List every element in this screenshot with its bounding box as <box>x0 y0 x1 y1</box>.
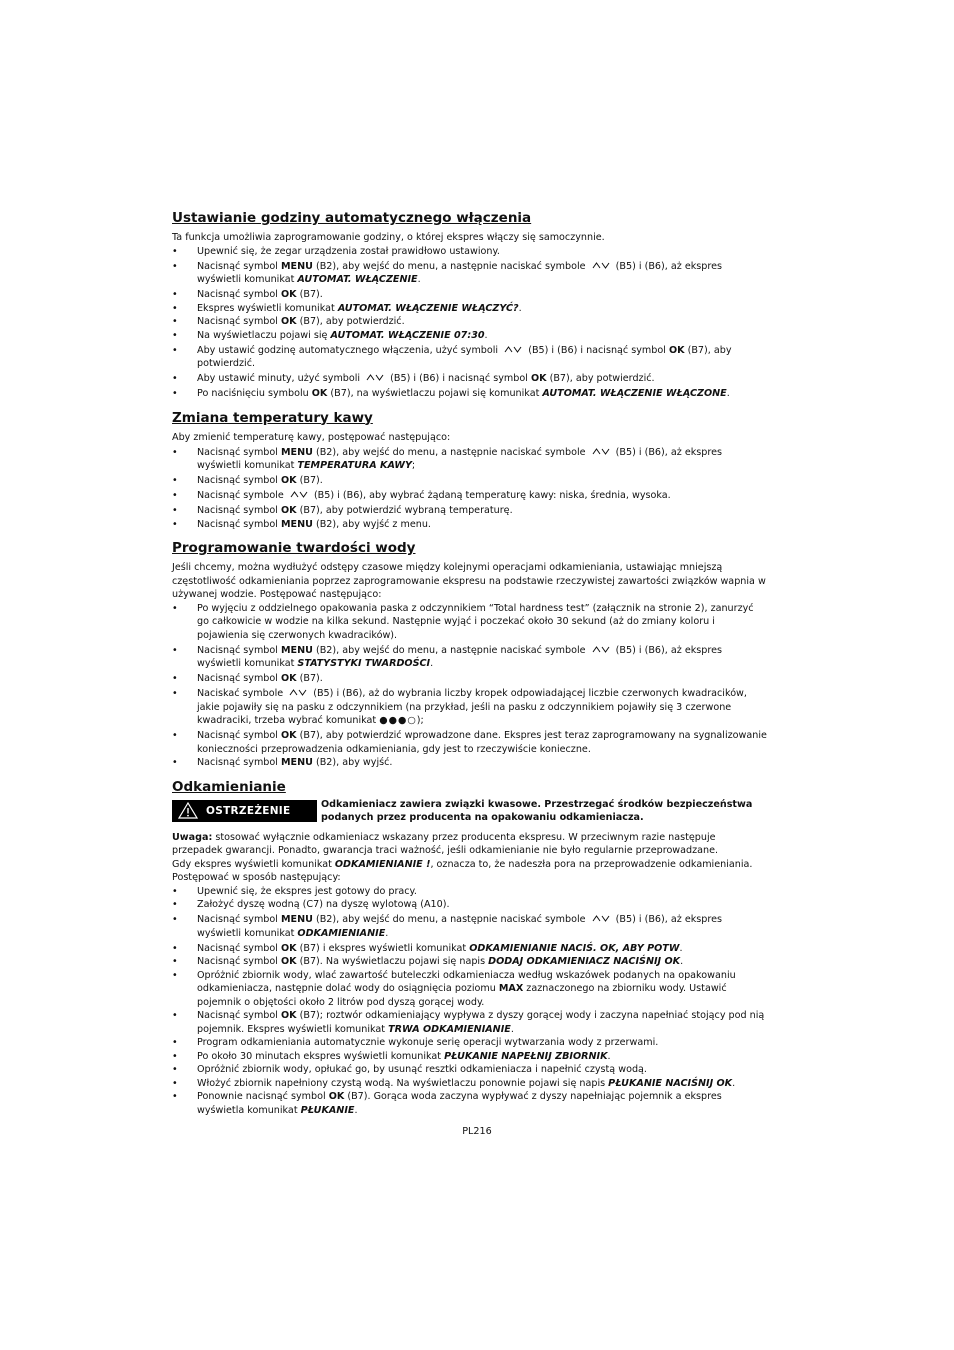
warning-label: OSTRZEŻENIE <box>206 804 291 817</box>
list-item: • Opróżnić zbiornik wody, opłukać go, by usunąć resztki odkamieniacza i napełnić czystą wodą. <box>172 1063 768 1077</box>
list-item: • Nacisnąć symbol MENU (B2), aby wyjść. <box>172 756 768 770</box>
list-item: • Nacisnąć symbol MENU (B2), aby wejść do menu, a następnie naciskać symbole (B5) i (B6), aż ekspres wyświetli komunikat STATYSTYKI TWARDOŚCI. <box>172 644 768 671</box>
list-item: • Nacisnąć symbol OK (B7). <box>172 288 768 302</box>
section-descaling <box>172 779 768 1118</box>
list-item: • Nacisnąć symbol OK (B7). Na wyświetlaczu pojawi się napis DODAJ ODKAMIENIACZ NACIŚNIJ OK. <box>172 955 768 969</box>
step-list <box>172 245 768 401</box>
list-item: • Opróżnić zbiornik wody, wlać zawartość buteleczki odkamieniacza według wskazówek podanych na opakowaniu odkamieniacza, następnie dolać wody do osiągnięcia poziomu MAX zaznaczonego na zbiorniku wody. Ustawić pojemnik o objętości około 2 litrów pod dyszą gorącej wody. <box>172 969 768 1010</box>
step-list <box>172 446 768 532</box>
warning-block <box>172 800 768 825</box>
list-item: • Program odkamieniania automatycznie wykonuje serię operacji wytwarzania wody z przerwami. <box>172 1036 768 1050</box>
list-item: • Naciskać symbole (B5) i (B6), aż do wybrania liczby kropek odpowiadającej liczbie czerwonych kwadracików, jakie pojawiły się na pasku z odczynnikiem (na przykład, jeśli na pasku z odczynnikiem pojawiły się 3 czerwone kwadraciki, trzeba wybrać komunikat ●●●○); <box>172 687 768 728</box>
list-item: • Nacisnąć symbol OK (B7) i ekspres wyświetli komunikat ODKAMIENIANIE NACIŚ. OK, ABY POTW. <box>172 942 768 956</box>
up-down-arrows-icon <box>366 373 384 382</box>
up-down-arrows-icon <box>592 261 610 270</box>
list-item: • Nacisnąć symbol MENU (B2), aby wejść do menu, a następnie naciskać symbole (B5) i (B6), aż ekspres wyświetli komunikat ODKAMIENIANIE. <box>172 913 768 940</box>
step-list <box>172 602 768 770</box>
up-down-arrows-icon <box>504 345 522 354</box>
list-item: • Po około 30 minutach ekspres wyświetli komunikat PŁUKANIE NAPEŁNIJ ZBIORNIK. <box>172 1050 768 1064</box>
hardness-dots: ●●●○ <box>379 715 417 726</box>
list-item: • Nacisnąć symbol OK (B7), aby potwierdzić wybraną temperaturę. <box>172 504 768 518</box>
up-down-arrows-icon <box>592 645 610 654</box>
warning-badge <box>172 800 317 822</box>
up-down-arrows-icon <box>289 688 307 697</box>
section-title: Programowanie twardości wody <box>172 540 416 556</box>
section-title: Ustawianie godziny automatycznego włączenia <box>172 210 532 226</box>
list-item: • Aby ustawić minuty, użyć symboli (B5) i (B6) i nacisnąć symbol OK (B7), aby potwierdzić. <box>172 372 768 386</box>
list-item: • Nacisnąć symbol OK (B7), aby potwierdzić. <box>172 315 768 329</box>
list-item: • Ekspres wyświetli komunikat AUTOMAT. WŁĄCZENIE WŁĄCZYĆ?. <box>172 302 768 316</box>
body-text: Postępować w sposób następujący: <box>172 872 341 883</box>
section-auto-on <box>172 210 768 401</box>
up-down-arrows-icon <box>592 447 610 456</box>
list-item: • Nacisnąć symbol MENU (B2), aby wyjść z menu. <box>172 518 768 532</box>
list-item: • Nacisnąć symbole (B5) i (B6), aby wybrać żądaną temperaturę kawy: niska, średnia, wysoka. <box>172 489 768 503</box>
up-down-arrows-icon <box>592 914 610 923</box>
list-item: • Po wyjęciu z oddzielnego opakowania paska z odczynnikiem “Total hardness test” (załącznik na stronie 2), zanurzyć go całkowicie w wodzie na kilka sekund. Następnie wyjąć i poczekać około 30 sekund (aż do zmiany koloru i pojawienia się czerwonych kwadracików). <box>172 602 768 643</box>
section-water-hardness <box>172 540 768 770</box>
list-item: • Upewnić się, że zegar urządzenia został prawidłowo ustawiony. <box>172 245 768 259</box>
page-number: PL216 <box>462 1126 492 1137</box>
section-coffee-temperature <box>172 410 768 532</box>
list-item: • Włożyć zbiornik napełniony czystą wodą. Na wyświetlaczu ponownie pojawi się napis PŁUKANIE NACIŚNIJ OK. <box>172 1077 768 1091</box>
warning-text: Odkamieniacz zawiera związki kwasowe. Przestrzegać środków bezpieczeństwa podanych przez producenta na opakowaniu odkamieniacza. <box>321 798 753 823</box>
list-item: • Nacisnąć symbol MENU (B2), aby wejść do menu, a następnie naciskać symbole (B5) i (B6), aż ekspres wyświetli komunikat TEMPERATURA KAWY; <box>172 446 768 473</box>
list-item: • Nacisnąć symbol OK (B7). <box>172 672 768 686</box>
warning-triangle-icon <box>178 802 198 819</box>
list-item: • Po naciśnięciu symbolu OK (B7), na wyświetlaczu pojawi się komunikat AUTOMAT. WŁĄCZENIE WŁĄCZONE. <box>172 387 768 401</box>
note-text: Uwaga: stosować wyłącznie odkamieniacz wskazany przez producenta ekspresu. W przeciwnym razie następuje przepadek gwarancji. Ponadto, gwarancja traci ważność, jeśli odkamienianie nie było regularnie przeprowadzane. <box>172 831 719 856</box>
step-list <box>172 885 768 1118</box>
list-item: • Na wyświetlaczu pojawi się AUTOMAT. WŁĄCZENIE 07:30. <box>172 329 768 343</box>
section-title: Odkamienianie <box>172 778 286 795</box>
list-item: • Upewnić się, że ekspres jest gotowy do pracy. <box>172 885 768 899</box>
section-title: Zmiana temperatury kawy <box>172 409 373 426</box>
up-down-arrows-icon <box>290 490 308 499</box>
list-item: • Aby ustawić godzinę automatycznego włączenia, użyć symboli (B5) i (B6) i nacisnąć symbol OK (B7), aby potwierdzić. <box>172 344 768 371</box>
list-item: • Nacisnąć symbol MENU (B2), aby wejść do menu, a następnie naciskać symbole (B5) i (B6), aż ekspres wyświetli komunikat AUTOMAT. WŁĄCZENIE. <box>172 260 768 287</box>
list-item: • Ponownie nacisnąć symbol OK (B7). Gorąca woda zaczyna wypływać z dyszy napełniając pojemnik a ekspres wyświetla komunikat PŁUKANIE. <box>172 1090 768 1117</box>
list-item: • Nacisnąć symbol OK (B7). <box>172 474 768 488</box>
intro-text: Aby zmienić temperaturę kawy, postępować następująco: <box>172 431 451 443</box>
list-item: • Nacisnąć symbol OK (B7), aby potwierdzić wprowadzone dane. Ekspres jest teraz zaprogramowany na sygnalizowanie konieczności przeprowadzenia odkamieniania, gdy jest to rzeczywiście konieczne. <box>172 729 768 756</box>
list-item: • Założyć dyszę wodną (C7) na dyszę wylotową (A10). <box>172 898 768 912</box>
list-item: • Nacisnąć symbol OK (B7); roztwór odkamieniający wypływa z dyszy gorącej wody i zaczyna napełniać stojący pod nią pojemnik. Ekspres wyświetli komunikat TRWA ODKAMIENIANIE. <box>172 1009 768 1036</box>
intro-text: Ta funkcja umożliwia zaprogramowanie godziny, o której ekspres włączy się samoczynnie. <box>172 232 605 243</box>
body-text: Gdy ekspres wyświetli komunikat ODKAMIENIANIE !, oznacza to, że nadeszła pora na przeprowadzenie odkamieniania. <box>172 858 753 870</box>
manual-page <box>172 210 768 1122</box>
intro-text: Jeśli chcemy, można wydłużyć odstępy czasowe między kolejnymi operacjami odkamieniania, ustawiając mniejszą częstotliwość odkamieniania poprzez zaprogramowanie ekspresu na podstawie rzeczywistej zawartości związków wapnia w używanej wodzie. Postępować następująco: <box>172 562 766 600</box>
